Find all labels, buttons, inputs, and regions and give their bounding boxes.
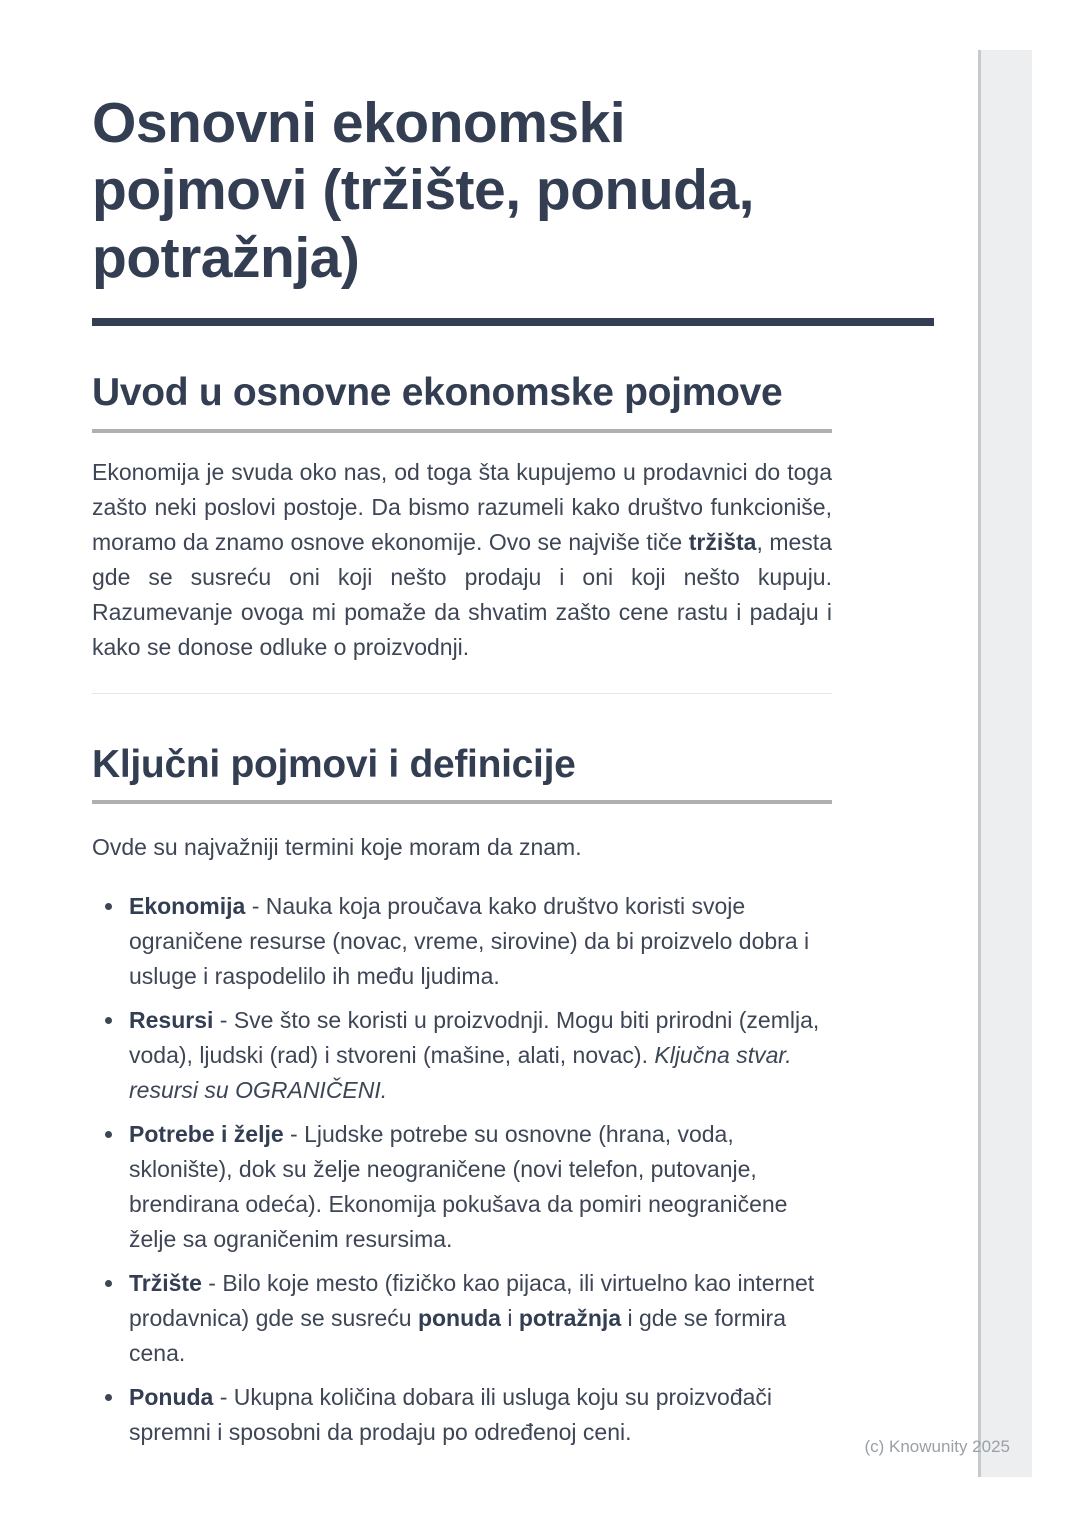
text-run: i gde se formira cena. — [129, 1305, 787, 1367]
text-run: tržišta — [688, 528, 757, 555]
copyright-footer: (c) Knowunity 2025 — [864, 1437, 1010, 1456]
section-heading-uvod: Uvod u osnovne ekonomske pojmove — [92, 370, 783, 414]
title-divider — [92, 318, 934, 326]
list-item — [92, 889, 832, 994]
text-run: - Ukupna količina dobara ili usluga koju su proizvođači spremni i sposobni da prodaju po određenoj ceni. — [129, 1384, 773, 1446]
text-run: Ponuda — [129, 1384, 214, 1411]
text-run: Tržište — [129, 1270, 202, 1297]
text-run: potražnja — [518, 1305, 622, 1332]
section-heading-kljucni: Ključni pojmovi i definicije — [92, 742, 576, 786]
text-run: Ključna stvar. resursi su OGRANIČENI. — [129, 1042, 792, 1104]
text-run: - Nauka koja proučava kako društvo koristi svoje ograničene resurse (novac, vreme, sirovine) da bi proizvelo dobra i usluge i raspodelilo ih među ljudima. — [129, 893, 810, 990]
intro-paragraph — [92, 455, 832, 665]
bullet-icon — [105, 1131, 112, 1138]
text-run: - Sve što se koristi u proizvodnji. Mogu biti prirodni (zemlja, voda), ljudski (rad) i stvoreni (mašine, alati, novac). — [129, 1007, 820, 1069]
text-run: - Bilo koje mesto (fizičko kao pijaca, ili virtuelno kao internet prodavnica) gde se susreću — [129, 1270, 815, 1332]
text-run: - Ljudske potrebe su osnovne (hrana, voda, sklonište), dok su želje neograničene (novi telefon, putovanje, brendirana odeća). Ekonomija pokušava da pomiri neograničene želje sa ograničenim resursima. — [129, 1121, 788, 1253]
page-edge-strip — [978, 50, 1032, 1477]
list-item-text — [129, 1117, 832, 1257]
section-divider — [92, 693, 832, 694]
bullet-icon — [105, 903, 112, 910]
bullet-icon — [105, 1017, 112, 1024]
section-kljucni-pojmovi — [92, 742, 832, 1451]
terms-intro-line: Ovde su najvažniji termini koje moram da znam. — [92, 834, 582, 861]
text-run: Ekonomija je svuda oko nas, od toga šta kupujemo u prodavnici do toga zašto neki poslovi postoje. Da bismo razumeli kako društvo funkcioniše, moramo da znamo osnove ekonomije. Ovo se najviše tiče — [92, 458, 832, 555]
text-run: , mesta gde se susreću oni koji nešto prodaju i oni koji nešto kupuju. Razumevanje ovoga mi pomaže da shvatim zašto cene rastu i padaju i kako se donose odluke o proizvodnji. — [92, 528, 832, 660]
text-run: Resursi — [129, 1007, 214, 1034]
term-list — [92, 889, 832, 1450]
list-item — [92, 1266, 832, 1371]
list-item-text — [129, 1003, 832, 1108]
heading-underline — [92, 429, 832, 433]
page-title: Osnovni ekonomski pojmovi (tržište, ponuda, potražnja) — [92, 91, 755, 290]
bullet-icon — [105, 1394, 112, 1401]
text-run: ponuda — [417, 1305, 501, 1332]
list-item-text — [129, 1266, 832, 1371]
heading-underline — [92, 800, 832, 804]
text-run: Potrebe i želje — [129, 1121, 284, 1148]
bullet-icon — [105, 1280, 112, 1287]
list-item — [92, 1003, 832, 1108]
text-run: i — [500, 1305, 519, 1332]
list-item-text — [129, 889, 832, 994]
list-item — [92, 1117, 832, 1257]
section-uvod — [92, 370, 832, 665]
list-item-text — [129, 1380, 832, 1450]
list-item — [92, 1380, 832, 1450]
document-content — [92, 90, 832, 1459]
text-run: Ekonomija — [129, 893, 246, 920]
